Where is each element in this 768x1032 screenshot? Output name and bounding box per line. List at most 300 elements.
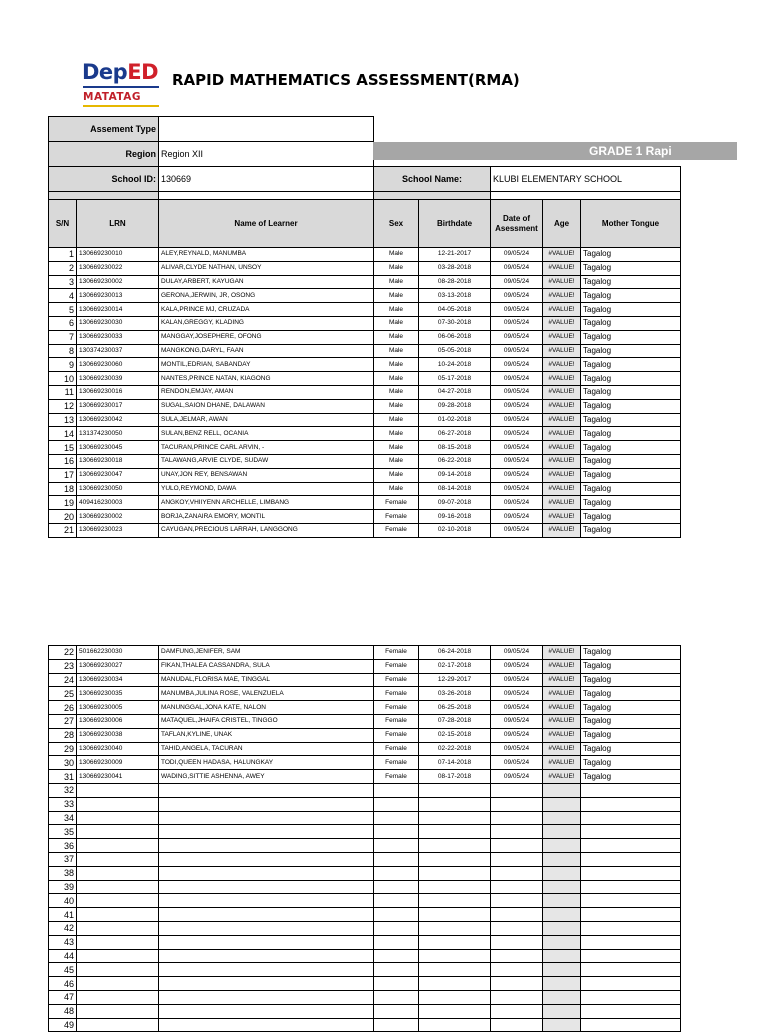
row-date-of-assessment[interactable]: [491, 783, 543, 797]
row-name[interactable]: [159, 1004, 374, 1018]
row-age[interactable]: [543, 1004, 581, 1018]
row-lrn[interactable]: 130669230002: [77, 510, 159, 524]
row-date-of-assessment[interactable]: 09/05/24: [491, 399, 543, 413]
row-name[interactable]: [159, 963, 374, 977]
row-sex[interactable]: Male: [374, 454, 419, 468]
row-lrn[interactable]: 130374230037: [77, 344, 159, 358]
row-lrn[interactable]: 130669230045: [77, 441, 159, 455]
row-lrn[interactable]: 131374230050: [77, 427, 159, 441]
row-sn[interactable]: 19: [49, 496, 77, 510]
row-mother-tongue[interactable]: [581, 894, 681, 908]
row-lrn[interactable]: [77, 783, 159, 797]
row-birthdate[interactable]: 08-28-2018: [419, 275, 491, 289]
row-mother-tongue[interactable]: [581, 811, 681, 825]
row-sex[interactable]: Female: [374, 728, 419, 742]
row-birthdate[interactable]: 01-02-2018: [419, 413, 491, 427]
row-date-of-assessment[interactable]: [491, 797, 543, 811]
row-mother-tongue[interactable]: Tagalog: [581, 687, 681, 701]
row-birthdate[interactable]: 02-22-2018: [419, 742, 491, 756]
row-date-of-assessment[interactable]: [491, 949, 543, 963]
row-lrn[interactable]: [77, 977, 159, 991]
row-birthdate[interactable]: 04-27-2018: [419, 385, 491, 399]
row-name[interactable]: BORJA,ZANAIRA EMORY, MONTIL: [159, 510, 374, 524]
row-date-of-assessment[interactable]: 09/05/24: [491, 303, 543, 317]
row-name[interactable]: SUGAL,SAION DHANE, DALAWAN: [159, 399, 374, 413]
row-birthdate[interactable]: 07-28-2018: [419, 714, 491, 728]
row-mother-tongue[interactable]: Tagalog: [581, 413, 681, 427]
row-lrn[interactable]: [77, 935, 159, 949]
row-age[interactable]: #VALUE!: [543, 399, 581, 413]
row-lrn[interactable]: 130669230027: [77, 659, 159, 673]
row-date-of-assessment[interactable]: 09/05/24: [491, 728, 543, 742]
row-name[interactable]: RENDON,EMJAY, AMAN: [159, 385, 374, 399]
row-sex[interactable]: Female: [374, 714, 419, 728]
row-sex[interactable]: Male: [374, 303, 419, 317]
row-name[interactable]: DAMFUNG,JENIFER, SAM: [159, 646, 374, 660]
row-lrn[interactable]: 130669230013: [77, 289, 159, 303]
row-birthdate[interactable]: 04-05-2018: [419, 303, 491, 317]
row-mother-tongue[interactable]: Tagalog: [581, 454, 681, 468]
row-sn[interactable]: 43: [49, 935, 77, 949]
row-birthdate[interactable]: 09-16-2018: [419, 510, 491, 524]
row-sn[interactable]: 25: [49, 687, 77, 701]
row-date-of-assessment[interactable]: [491, 811, 543, 825]
row-sex[interactable]: Male: [374, 427, 419, 441]
row-birthdate[interactable]: [419, 811, 491, 825]
row-mother-tongue[interactable]: Tagalog: [581, 742, 681, 756]
row-name[interactable]: MANGKONG,DARYL, FAAN: [159, 344, 374, 358]
row-birthdate[interactable]: [419, 908, 491, 922]
row-age[interactable]: #VALUE!: [543, 303, 581, 317]
row-name[interactable]: [159, 935, 374, 949]
row-name[interactable]: UNAY,JON REY, BENSAWAN: [159, 468, 374, 482]
row-lrn[interactable]: [77, 908, 159, 922]
row-age[interactable]: [543, 825, 581, 839]
row-birthdate[interactable]: [419, 935, 491, 949]
row-lrn[interactable]: 130669230014: [77, 303, 159, 317]
row-mother-tongue[interactable]: [581, 783, 681, 797]
row-age[interactable]: #VALUE!: [543, 289, 581, 303]
row-mother-tongue[interactable]: Tagalog: [581, 646, 681, 660]
row-mother-tongue[interactable]: [581, 963, 681, 977]
row-date-of-assessment[interactable]: 09/05/24: [491, 261, 543, 275]
row-lrn[interactable]: [77, 921, 159, 935]
row-mother-tongue[interactable]: Tagalog: [581, 701, 681, 715]
row-sn[interactable]: 34: [49, 811, 77, 825]
row-sn[interactable]: 4: [49, 289, 77, 303]
row-age[interactable]: #VALUE!: [543, 687, 581, 701]
row-sn[interactable]: 20: [49, 510, 77, 524]
row-date-of-assessment[interactable]: [491, 977, 543, 991]
row-sex[interactable]: Male: [374, 413, 419, 427]
row-age[interactable]: [543, 990, 581, 1004]
row-age[interactable]: #VALUE!: [543, 454, 581, 468]
row-name[interactable]: YULO,REYMOND, DAWA: [159, 482, 374, 496]
row-lrn[interactable]: 130669230010: [77, 248, 159, 262]
row-lrn[interactable]: 130669230040: [77, 742, 159, 756]
row-lrn[interactable]: [77, 880, 159, 894]
row-name[interactable]: [159, 839, 374, 853]
row-lrn[interactable]: [77, 797, 159, 811]
row-birthdate[interactable]: 08-15-2018: [419, 441, 491, 455]
row-sn[interactable]: 39: [49, 880, 77, 894]
row-birthdate[interactable]: [419, 963, 491, 977]
row-mother-tongue[interactable]: Tagalog: [581, 468, 681, 482]
row-birthdate[interactable]: 06-06-2018: [419, 330, 491, 344]
row-sex[interactable]: Male: [374, 372, 419, 386]
row-sn[interactable]: 29: [49, 742, 77, 756]
row-sex[interactable]: Female: [374, 701, 419, 715]
row-sn[interactable]: 9: [49, 358, 77, 372]
row-age[interactable]: #VALUE!: [543, 742, 581, 756]
row-sex[interactable]: Male: [374, 385, 419, 399]
row-birthdate[interactable]: 05-17-2018: [419, 372, 491, 386]
row-name[interactable]: MANGGAY,JOSEPHERE, OFONG: [159, 330, 374, 344]
row-date-of-assessment[interactable]: 09/05/24: [491, 275, 543, 289]
row-name[interactable]: [159, 908, 374, 922]
row-sn[interactable]: 8: [49, 344, 77, 358]
row-name[interactable]: MONTIL,EDRIAN, SABANDAY: [159, 358, 374, 372]
row-sex[interactable]: [374, 977, 419, 991]
row-age[interactable]: [543, 839, 581, 853]
row-name[interactable]: [159, 852, 374, 866]
row-sex[interactable]: [374, 783, 419, 797]
row-sn[interactable]: 1: [49, 248, 77, 262]
row-lrn[interactable]: [77, 825, 159, 839]
row-lrn[interactable]: [77, 811, 159, 825]
row-birthdate[interactable]: 05-05-2018: [419, 344, 491, 358]
row-lrn[interactable]: 130669230006: [77, 714, 159, 728]
row-mother-tongue[interactable]: Tagalog: [581, 714, 681, 728]
row-sn[interactable]: 5: [49, 303, 77, 317]
row-name[interactable]: CAYUGAN,PRECIOUS LARRAH, LANGGONG: [159, 523, 374, 537]
row-sex[interactable]: [374, 797, 419, 811]
row-age[interactable]: #VALUE!: [543, 468, 581, 482]
row-sn[interactable]: 14: [49, 427, 77, 441]
row-birthdate[interactable]: [419, 1018, 491, 1032]
row-name[interactable]: MANUDAL,FLORISA MAE, TINGGAL: [159, 673, 374, 687]
row-mother-tongue[interactable]: Tagalog: [581, 496, 681, 510]
row-sn[interactable]: 32: [49, 783, 77, 797]
row-date-of-assessment[interactable]: 09/05/24: [491, 673, 543, 687]
row-age[interactable]: #VALUE!: [543, 275, 581, 289]
row-mother-tongue[interactable]: Tagalog: [581, 330, 681, 344]
row-date-of-assessment[interactable]: 09/05/24: [491, 742, 543, 756]
row-mother-tongue[interactable]: Tagalog: [581, 358, 681, 372]
row-age[interactable]: #VALUE!: [543, 523, 581, 537]
row-lrn[interactable]: 130669230038: [77, 728, 159, 742]
row-sn[interactable]: 28: [49, 728, 77, 742]
row-sex[interactable]: Female: [374, 659, 419, 673]
row-age[interactable]: [543, 977, 581, 991]
row-date-of-assessment[interactable]: 09/05/24: [491, 659, 543, 673]
row-mother-tongue[interactable]: Tagalog: [581, 372, 681, 386]
row-lrn[interactable]: 130669230041: [77, 770, 159, 784]
row-name[interactable]: TAHID,ANGELA, TACURAN: [159, 742, 374, 756]
row-sex[interactable]: Male: [374, 330, 419, 344]
row-birthdate[interactable]: 07-30-2018: [419, 316, 491, 330]
row-mother-tongue[interactable]: Tagalog: [581, 756, 681, 770]
row-sn[interactable]: 2: [49, 261, 77, 275]
row-birthdate[interactable]: 06-24-2018: [419, 646, 491, 660]
row-name[interactable]: GERONA,JERWIN, JR, OSONG: [159, 289, 374, 303]
row-birthdate[interactable]: 02-17-2018: [419, 659, 491, 673]
row-sex[interactable]: Male: [374, 441, 419, 455]
row-mother-tongue[interactable]: [581, 797, 681, 811]
row-lrn[interactable]: 130669230016: [77, 385, 159, 399]
row-sex[interactable]: [374, 880, 419, 894]
row-birthdate[interactable]: [419, 990, 491, 1004]
row-sn[interactable]: 30: [49, 756, 77, 770]
row-sn[interactable]: 15: [49, 441, 77, 455]
row-name[interactable]: MANUNGGAL,JONA KATE, NALON: [159, 701, 374, 715]
row-sex[interactable]: [374, 866, 419, 880]
row-mother-tongue[interactable]: Tagalog: [581, 344, 681, 358]
row-date-of-assessment[interactable]: 09/05/24: [491, 330, 543, 344]
row-sn[interactable]: 35: [49, 825, 77, 839]
row-lrn[interactable]: 130669230035: [77, 687, 159, 701]
row-date-of-assessment[interactable]: [491, 852, 543, 866]
row-birthdate[interactable]: 12-29-2017: [419, 673, 491, 687]
row-sex[interactable]: Female: [374, 523, 419, 537]
row-mother-tongue[interactable]: [581, 949, 681, 963]
row-age[interactable]: #VALUE!: [543, 728, 581, 742]
row-sex[interactable]: Male: [374, 482, 419, 496]
row-date-of-assessment[interactable]: 09/05/24: [491, 646, 543, 660]
row-date-of-assessment[interactable]: [491, 866, 543, 880]
row-birthdate[interactable]: 02-10-2018: [419, 523, 491, 537]
row-birthdate[interactable]: [419, 949, 491, 963]
row-birthdate[interactable]: [419, 1004, 491, 1018]
row-birthdate[interactable]: 08-17-2018: [419, 770, 491, 784]
row-sex[interactable]: [374, 1004, 419, 1018]
row-sn[interactable]: 26: [49, 701, 77, 715]
row-lrn[interactable]: 409416230003: [77, 496, 159, 510]
row-sn[interactable]: 3: [49, 275, 77, 289]
row-mother-tongue[interactable]: Tagalog: [581, 673, 681, 687]
row-name[interactable]: TODI,QUEEN HADASA, HALUNGKAY: [159, 756, 374, 770]
row-date-of-assessment[interactable]: 09/05/24: [491, 770, 543, 784]
row-name[interactable]: ALIVAR,CLYDE NATHAN, UNSOY: [159, 261, 374, 275]
row-birthdate[interactable]: 06-27-2018: [419, 427, 491, 441]
row-birthdate[interactable]: 02-15-2018: [419, 728, 491, 742]
row-age[interactable]: #VALUE!: [543, 701, 581, 715]
row-age[interactable]: #VALUE!: [543, 427, 581, 441]
row-age[interactable]: #VALUE!: [543, 385, 581, 399]
row-lrn[interactable]: 130669230039: [77, 372, 159, 386]
row-age[interactable]: #VALUE!: [543, 316, 581, 330]
row-name[interactable]: [159, 797, 374, 811]
row-sex[interactable]: Male: [374, 358, 419, 372]
row-lrn[interactable]: 501662230030: [77, 646, 159, 660]
row-age[interactable]: #VALUE!: [543, 441, 581, 455]
row-date-of-assessment[interactable]: [491, 1004, 543, 1018]
row-name[interactable]: [159, 811, 374, 825]
row-birthdate[interactable]: [419, 825, 491, 839]
row-name[interactable]: [159, 990, 374, 1004]
row-date-of-assessment[interactable]: 09/05/24: [491, 427, 543, 441]
row-name[interactable]: [159, 894, 374, 908]
row-date-of-assessment[interactable]: 09/05/24: [491, 482, 543, 496]
row-sex[interactable]: Female: [374, 646, 419, 660]
row-name[interactable]: TAFLAN,KYLINE, UNAK: [159, 728, 374, 742]
row-age[interactable]: #VALUE!: [543, 372, 581, 386]
row-birthdate[interactable]: 09-14-2018: [419, 468, 491, 482]
row-date-of-assessment[interactable]: 09/05/24: [491, 372, 543, 386]
row-sex[interactable]: Female: [374, 687, 419, 701]
row-date-of-assessment[interactable]: [491, 921, 543, 935]
row-lrn[interactable]: 130669230018: [77, 454, 159, 468]
row-date-of-assessment[interactable]: [491, 825, 543, 839]
row-lrn[interactable]: [77, 963, 159, 977]
row-mother-tongue[interactable]: [581, 1004, 681, 1018]
row-date-of-assessment[interactable]: 09/05/24: [491, 714, 543, 728]
row-sex[interactable]: Male: [374, 399, 419, 413]
row-age[interactable]: #VALUE!: [543, 413, 581, 427]
row-sn[interactable]: 11: [49, 385, 77, 399]
row-birthdate[interactable]: [419, 797, 491, 811]
assessment-type-value[interactable]: [159, 117, 374, 142]
row-mother-tongue[interactable]: [581, 852, 681, 866]
row-age[interactable]: [543, 908, 581, 922]
row-name[interactable]: FIKAN,THALEA CASSANDRA, SULA: [159, 659, 374, 673]
row-mother-tongue[interactable]: [581, 977, 681, 991]
row-date-of-assessment[interactable]: 09/05/24: [491, 413, 543, 427]
row-mother-tongue[interactable]: Tagalog: [581, 289, 681, 303]
row-sn[interactable]: 12: [49, 399, 77, 413]
row-mother-tongue[interactable]: Tagalog: [581, 275, 681, 289]
row-date-of-assessment[interactable]: 09/05/24: [491, 468, 543, 482]
row-sn[interactable]: 17: [49, 468, 77, 482]
row-birthdate[interactable]: 06-25-2018: [419, 701, 491, 715]
row-lrn[interactable]: [77, 1018, 159, 1032]
row-age[interactable]: [543, 921, 581, 935]
row-birthdate[interactable]: 07-14-2018: [419, 756, 491, 770]
row-name[interactable]: [159, 921, 374, 935]
row-name[interactable]: [159, 825, 374, 839]
row-mother-tongue[interactable]: [581, 825, 681, 839]
row-mother-tongue[interactable]: [581, 990, 681, 1004]
row-mother-tongue[interactable]: Tagalog: [581, 441, 681, 455]
row-age[interactable]: #VALUE!: [543, 482, 581, 496]
row-age[interactable]: #VALUE!: [543, 756, 581, 770]
row-sex[interactable]: Female: [374, 510, 419, 524]
school-name-value[interactable]: KLUBI ELEMENTARY SCHOOL: [491, 167, 681, 192]
row-name[interactable]: TALAWANG,ARVIE CLYDE, SUDAW: [159, 454, 374, 468]
row-sex[interactable]: [374, 908, 419, 922]
row-sex[interactable]: Male: [374, 248, 419, 262]
row-sex[interactable]: Female: [374, 770, 419, 784]
row-name[interactable]: MATAQUEL,JHAIFA CRISTEL, TINGGO: [159, 714, 374, 728]
row-name[interactable]: SULA,JELMAR, AWAN: [159, 413, 374, 427]
row-name[interactable]: TACURAN,PRINCE CARL ARVIN, -: [159, 441, 374, 455]
row-age[interactable]: [543, 963, 581, 977]
row-date-of-assessment[interactable]: [491, 963, 543, 977]
row-birthdate[interactable]: [419, 894, 491, 908]
row-sn[interactable]: 37: [49, 852, 77, 866]
row-lrn[interactable]: 130669230047: [77, 468, 159, 482]
row-mother-tongue[interactable]: Tagalog: [581, 482, 681, 496]
row-sex[interactable]: Male: [374, 275, 419, 289]
row-sn[interactable]: 38: [49, 866, 77, 880]
row-sex[interactable]: [374, 990, 419, 1004]
row-age[interactable]: [543, 797, 581, 811]
row-birthdate[interactable]: [419, 866, 491, 880]
row-lrn[interactable]: [77, 839, 159, 853]
row-birthdate[interactable]: 06-22-2018: [419, 454, 491, 468]
row-mother-tongue[interactable]: Tagalog: [581, 510, 681, 524]
row-age[interactable]: #VALUE!: [543, 344, 581, 358]
row-birthdate[interactable]: [419, 852, 491, 866]
row-sn[interactable]: 44: [49, 949, 77, 963]
row-birthdate[interactable]: [419, 783, 491, 797]
row-lrn[interactable]: 130669230022: [77, 261, 159, 275]
row-sex[interactable]: [374, 852, 419, 866]
row-sn[interactable]: 49: [49, 1018, 77, 1032]
row-birthdate[interactable]: 09-07-2018: [419, 496, 491, 510]
row-mother-tongue[interactable]: Tagalog: [581, 248, 681, 262]
row-mother-tongue[interactable]: Tagalog: [581, 770, 681, 784]
row-age[interactable]: #VALUE!: [543, 496, 581, 510]
row-sn[interactable]: 33: [49, 797, 77, 811]
row-age[interactable]: [543, 811, 581, 825]
row-sex[interactable]: [374, 825, 419, 839]
row-name[interactable]: [159, 949, 374, 963]
row-birthdate[interactable]: 03-26-2018: [419, 687, 491, 701]
row-age[interactable]: [543, 866, 581, 880]
row-lrn[interactable]: 130669230002: [77, 275, 159, 289]
row-birthdate[interactable]: 08-14-2018: [419, 482, 491, 496]
row-lrn[interactable]: 130669230030: [77, 316, 159, 330]
row-date-of-assessment[interactable]: 09/05/24: [491, 441, 543, 455]
row-mother-tongue[interactable]: Tagalog: [581, 399, 681, 413]
row-date-of-assessment[interactable]: 09/05/24: [491, 496, 543, 510]
row-age[interactable]: [543, 894, 581, 908]
row-mother-tongue[interactable]: Tagalog: [581, 316, 681, 330]
row-sn[interactable]: 22: [49, 646, 77, 660]
row-age[interactable]: #VALUE!: [543, 510, 581, 524]
row-sex[interactable]: Female: [374, 756, 419, 770]
row-sex[interactable]: Female: [374, 673, 419, 687]
row-birthdate[interactable]: [419, 880, 491, 894]
row-lrn[interactable]: 130669230060: [77, 358, 159, 372]
row-age[interactable]: [543, 783, 581, 797]
row-date-of-assessment[interactable]: [491, 935, 543, 949]
row-date-of-assessment[interactable]: 09/05/24: [491, 289, 543, 303]
row-mother-tongue[interactable]: Tagalog: [581, 385, 681, 399]
row-mother-tongue[interactable]: [581, 908, 681, 922]
row-age[interactable]: #VALUE!: [543, 673, 581, 687]
row-lrn[interactable]: [77, 949, 159, 963]
row-sex[interactable]: [374, 963, 419, 977]
row-age[interactable]: [543, 935, 581, 949]
row-date-of-assessment[interactable]: 09/05/24: [491, 523, 543, 537]
row-sex[interactable]: Female: [374, 742, 419, 756]
row-birthdate[interactable]: [419, 839, 491, 853]
row-date-of-assessment[interactable]: [491, 880, 543, 894]
row-lrn[interactable]: 130669230005: [77, 701, 159, 715]
row-sn[interactable]: 41: [49, 908, 77, 922]
row-sex[interactable]: [374, 811, 419, 825]
row-sn[interactable]: 45: [49, 963, 77, 977]
row-age[interactable]: #VALUE!: [543, 330, 581, 344]
row-lrn[interactable]: [77, 1004, 159, 1018]
row-sn[interactable]: 23: [49, 659, 77, 673]
row-mother-tongue[interactable]: Tagalog: [581, 303, 681, 317]
row-sn[interactable]: 48: [49, 1004, 77, 1018]
row-name[interactable]: [159, 880, 374, 894]
row-sex[interactable]: [374, 894, 419, 908]
